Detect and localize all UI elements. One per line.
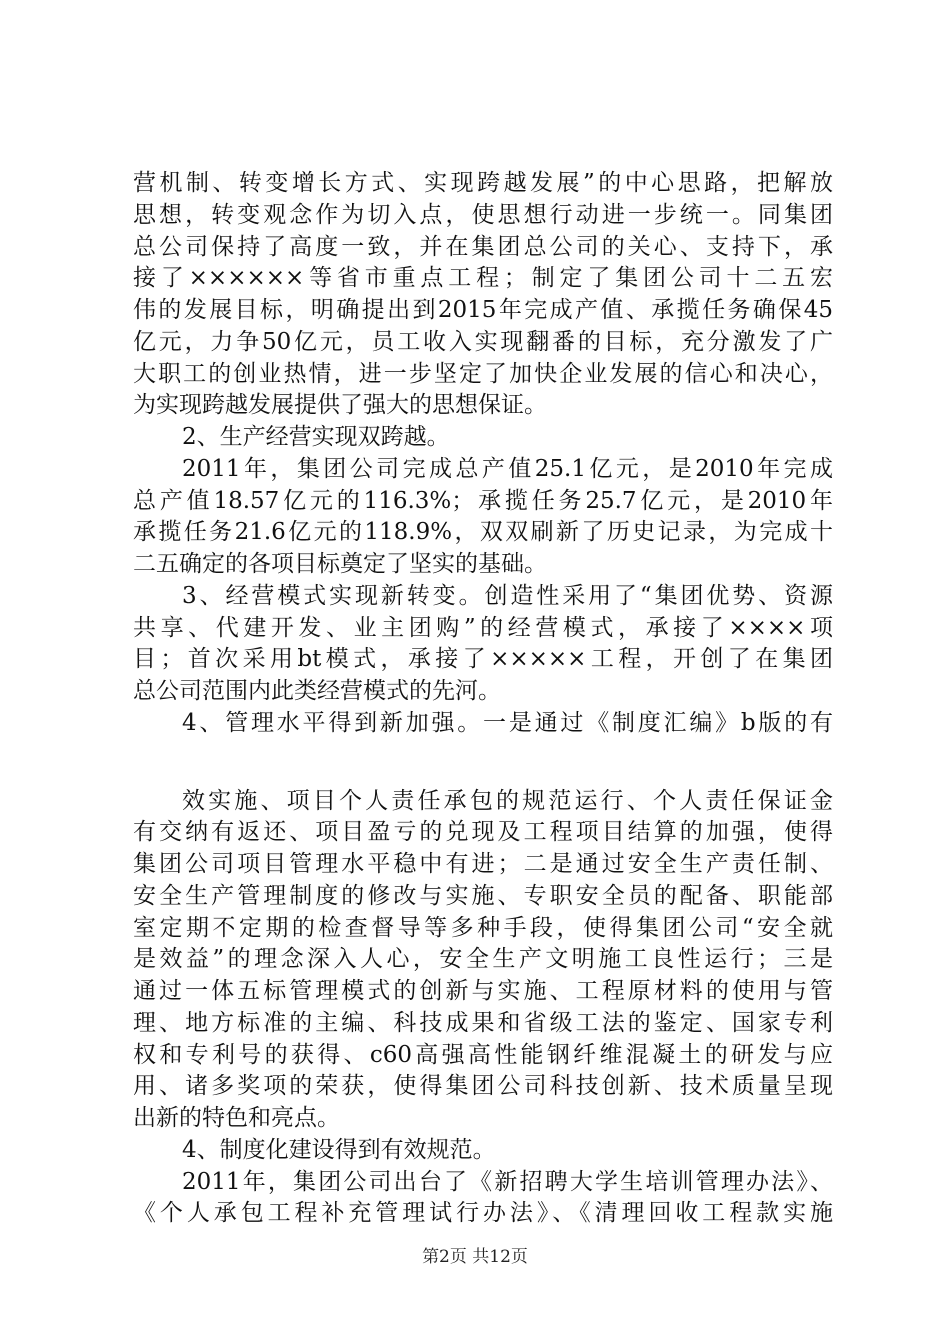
- paragraph-line: 二五确定的各项目标奠定了坚实的基础。: [133, 551, 547, 577]
- paragraph-line: 接了××××××等省市重点工程；制定了集团公司十二五宏: [133, 265, 833, 291]
- paragraph-line: 总公司保持了高度一致，并在集团总公司的关心、支持下，承: [133, 234, 833, 260]
- paragraph-line: 思想，转变观念作为切入点，使思想行动进一步统一。同集团: [133, 202, 833, 228]
- paragraph-line: 3、经营模式实现新转变。创造性采用了“集团优势、资源: [182, 583, 833, 609]
- paragraph-line: 集团公司项目管理水平稳中有进；二是通过安全生产责任制、: [133, 851, 833, 877]
- paragraph-line: 是效益”的理念深入人心，安全生产文明施工良性运行；三是: [133, 946, 833, 972]
- paragraph-line: 亿元，力争50亿元，员工收入实现翻番的目标，充分激发了广: [133, 329, 833, 355]
- paragraph-line: 为实现跨越发展提供了强大的思想保证。: [133, 392, 547, 418]
- paragraph-line: 室定期不定期的检查督导等多种手段，使得集团公司“安全就: [133, 915, 833, 941]
- paragraph-line: 理、地方标准的主编、科技成果和省级工法的鉴定、国家专利: [133, 1010, 833, 1036]
- paragraph-line: 总产值18.57亿元的116.3%；承揽任务25.7亿元，是2010年: [133, 488, 833, 514]
- page-number: 第2页 共12页: [422, 1247, 528, 1267]
- paragraph-line: 承揽任务21.6亿元的118.9%，双双刷新了历史记录，为完成十: [133, 519, 833, 545]
- paragraph-line: 通过一体五标管理模式的创新与实施、工程原材料的使用与管: [133, 978, 833, 1004]
- paragraph-line: 伟的发展目标，明确提出到2015年完成产值、承揽任务确保45: [133, 297, 833, 323]
- paragraph-line: 营机制、转变增长方式、实现跨越发展”的中心思路，把解放: [133, 170, 833, 196]
- section-heading: 2、生产经营实现双跨越。: [182, 424, 450, 450]
- paragraph-line: 大职工的创业热情，进一步坚定了加快企业发展的信心和决心，: [133, 361, 833, 387]
- paragraph-line: 总公司范围内此类经营模式的先河。: [133, 678, 501, 704]
- paragraph-line: 出新的特色和亮点。: [133, 1105, 340, 1131]
- section-heading: 4、制度化建设得到有效规范。: [182, 1137, 496, 1163]
- paragraph-line: 效实施、项目个人责任承包的规范运行、个人责任保证金: [182, 788, 833, 814]
- paragraph-line: 2011年，集团公司完成总产值25.1亿元，是2010年完成: [182, 456, 833, 482]
- paragraph-line: 用、诸多奖项的荣获，使得集团公司科技创新、技术质量呈现: [133, 1073, 833, 1099]
- paragraph-line: 4、管理水平得到新加强。一是通过《制度汇编》b版的有: [182, 710, 833, 736]
- paragraph-line: 共享、代建开发、业主团购”的经营模式，承接了××××项: [133, 615, 833, 641]
- paragraph-line: 《个人承包工程补充管理试行办法》、《清理回收工程款实施: [133, 1200, 833, 1226]
- paragraph-line: 有交纳有返还、项目盈亏的兑现及工程项目结算的加强，使得: [133, 819, 833, 845]
- paragraph-line: 2011年，集团公司出台了《新招聘大学生培训管理办法》、: [182, 1169, 833, 1195]
- paragraph-line: 权和专利号的获得、c60高强高性能钢纤维混凝土的研发与应: [133, 1042, 833, 1068]
- paragraph-line: 目；首次采用bt模式，承接了×××××工程，开创了在集团: [133, 646, 833, 672]
- paragraph-line: 安全生产管理制度的修改与实施、专职安全员的配备、职能部: [133, 883, 833, 909]
